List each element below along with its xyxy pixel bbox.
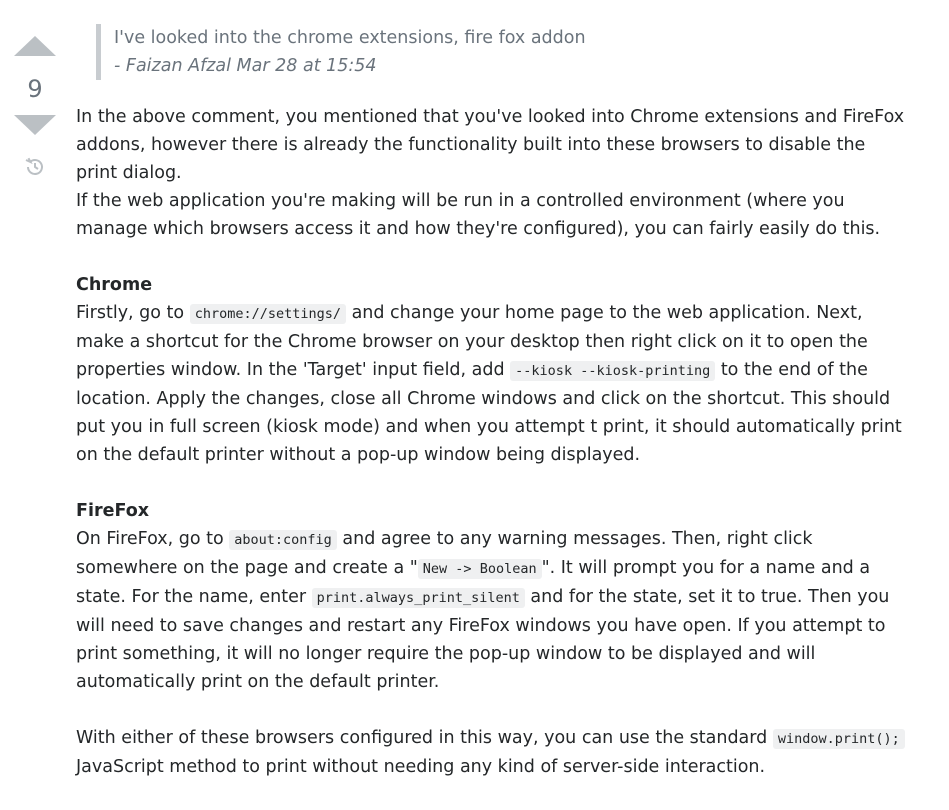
blockquote	[96, 24, 906, 80]
chrome-paragraph	[76, 299, 906, 469]
chrome-settings-code: chrome://settings/	[190, 304, 346, 324]
firefox-text-2: and agree to any warning messages. Then, right click somewhere on the page and create a "	[76, 529, 813, 578]
chrome-text-2: and change your home page to the web application. Next, make a shortcut for the Chrome browser on your desktop then right click on it to open the properties window. In the 'Target' input field, add	[76, 303, 868, 380]
chrome-text-1: Firstly, go to	[76, 303, 190, 323]
about-config-code: about:config	[229, 530, 337, 550]
print-silent-code: print.always_print_silent	[312, 588, 525, 608]
firefox-text-3: ". It will prompt you for a name and a state. For the name, enter	[76, 558, 871, 607]
downvote-arrow-icon[interactable]	[14, 115, 56, 135]
upvote-arrow-icon[interactable]	[14, 36, 56, 56]
new-boolean-code: New -> Boolean	[418, 559, 542, 579]
firefox-heading: FireFox	[76, 501, 150, 521]
window-print-code: window.print();	[773, 729, 905, 749]
quote-author: - Faizan Afzal Mar 28 at 15:54	[114, 56, 377, 76]
firefox-text-4: and for the state, set it to true. Then you will need to save changes and restart any FireFox windows you have open. If you attempt to print something, it will no longer require the pop-up window to be displayed and will automatically print on the default printer.	[76, 587, 890, 692]
vote-cell	[0, 30, 70, 179]
intro-paragraph: In the above comment, you mentioned that you've looked into Chrome extensions and FireFox addons, however there is already the functionality built into these browsers to disable the print dialog.	[76, 107, 905, 183]
closing-text-2: JavaScript method to print without needing any kind of server-side interaction.	[76, 757, 766, 777]
closing-paragraph	[76, 724, 906, 781]
quote-text: I've looked into the chrome extensions, fire fox addon	[114, 28, 586, 48]
answer-body	[76, 0, 906, 781]
history-icon[interactable]	[0, 155, 70, 179]
chrome-heading: Chrome	[76, 275, 153, 295]
firefox-text-1: On FireFox, go to	[76, 529, 230, 549]
chrome-text-3: to the end of the location. Apply the changes, close all Chrome windows and click on the shortcut. This should put you in full screen (kiosk mode) and when you attempt t print, it should automatically print on the default printer without a pop-up window being displayed.	[76, 360, 902, 465]
firefox-paragraph	[76, 525, 906, 696]
closing-text-1: With either of these browsers configured in this way, you can use the standard	[76, 728, 773, 748]
kiosk-flags-code: --kiosk --kiosk-printing	[510, 361, 715, 381]
environment-paragraph: If the web application you're making will be run in a controlled environment (where you manage which browsers access it and how they're configured), you can fairly easily do this.	[76, 191, 881, 239]
vote-count: 9	[27, 75, 43, 103]
